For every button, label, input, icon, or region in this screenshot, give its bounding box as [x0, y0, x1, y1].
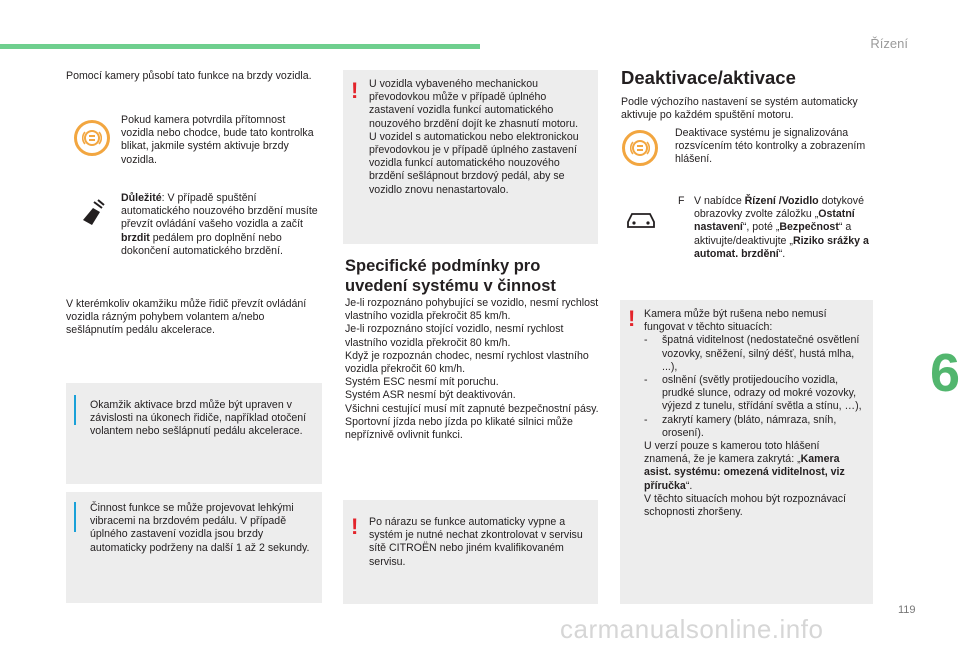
- menu-instructions: V nabídce Řízení /Vozidlo dotykové obrazovky zvolte záložku „Ostatní nastavení“, poté „Bezpečnost“ a aktivujte/deaktivujte „Riziko srážky a automat. brzdění“.: [694, 195, 869, 260]
- warning-marker-icon: !: [628, 306, 636, 331]
- intro-paragraph: Pomocí kamery působí tato funkce na brzdy vozidla.: [66, 70, 312, 82]
- conditions-paragraph: Je-li rozpoznáno pohybující se vozidlo, nesmí rychlost vlastního vozidla překročit 85 km/h. Je-li rozpoznáno stojící vozidlo, nesmí rychlost vlastního vozidla překročit 80 km/h. Když je rozpoznán chodec, nesmí rychlost vlastního vozidla překročit 60 km/h. Systém ESC nesmí mít poruchu. Systém ASR nesmí být deaktivován. Všichni cestující musí mít zapnuté bezpečnostní pásy. Sportovní jízda nebo jízda po klikaté silnici může nepříznivě ovlivnit funkci.: [345, 297, 599, 442]
- section-header: Řízení: [870, 36, 908, 51]
- warning-box-camera: [620, 300, 873, 604]
- warning-box-text: U vozidla vybaveného mechanickou převodovkou může v případě úplného zastavení vozidla funkcí automatického nouzového brzdění dojít ke zhasnutí motoru. U vozidel s automatickou nebo elektronickou převodovkou je v případě úplného zastavení vozidla funkcí automatického nouzového brzdění sešlápnout brzdový pedál, aby se vozidlo znovu nenastartovalo.: [369, 78, 579, 196]
- warning-marker-icon: !: [351, 78, 359, 103]
- info-box-text: Činnost funkce se může projevovat lehkými vibracemi na brzdovém pedálu. V případě úplného zastavení vozidla jsou brzdy automaticky podrženy na další 1 až 2 sekundy.: [90, 502, 310, 554]
- chapter-number: 6: [930, 343, 960, 403]
- warning-box-content: [644, 308, 866, 519]
- hand-icon: [80, 198, 106, 233]
- info-marker-icon: [74, 502, 80, 532]
- info-box-text: Okamžik aktivace brzd může být upraven v závislosti na úkonech řidiče, například otočení volantem nebo sešlápnutí pedálu akcelerace.: [90, 399, 307, 438]
- info-marker-icon: [74, 395, 80, 425]
- deactivation-intro: Podle výchozího nastavení se systém automaticky aktivuje po každém spuštění motoru.: [621, 96, 858, 122]
- camera-message-note: U verzí pouze s kamerou toto hlášení znamená, že je kamera zakrytá: „Kamera asist. systému: omezená viditelnost, viz příručka“.: [644, 440, 845, 492]
- deactivation-lamp-text: Deaktivace systému je signalizována rozsvícením této kontrolky a zobrazením hlášení.: [675, 127, 866, 166]
- warning-marker-icon: !: [351, 514, 359, 539]
- warning-box-gearbox: [343, 70, 598, 244]
- driver-override-paragraph: V kterémkoliv okamžiku může řidič převzít ovládání vozidla rázným pohybem volantem a/nebo sešlápnutím pedálu akcelerace.: [66, 298, 307, 337]
- list-item: - špatná viditelnost (nedostatečné osvětlení vozovky, sněžení, silný déšť, hustá mlha, ...),: [644, 334, 860, 373]
- lamp-description: Pokud kamera potvrdila přítomnost vozidla nebo chodce, bude tato kontrolka blikat, jakmile systém aktivuje brzdy vozidla.: [121, 114, 314, 166]
- camera-warning-intro: Kamera může být rušena nebo nemusí fungovat v těchto situacích:: [644, 308, 827, 334]
- brake-warning-icon: [622, 130, 658, 166]
- info-box-activation: [66, 383, 322, 484]
- section-color-bar: [0, 44, 480, 49]
- menu-step-bullet: F: [678, 195, 685, 207]
- brake-warning-icon: [74, 120, 110, 156]
- info-box-vibration: [66, 492, 322, 603]
- car-icon: [624, 208, 658, 235]
- warning-box-impact: [343, 500, 598, 604]
- list-item: - oslnění (světly protijedoucího vozidla, prudké slunce, odrazy od mokré vozovky, výjezd z tunelu, střídání světla a stínu, …),: [644, 374, 862, 413]
- conditions-heading: Specifické podmínky pro uvedení systému v činnost: [345, 257, 556, 295]
- important-note: Důležité: V případě spuštění automatického nouzového brzdění musíte převzít ovládání vašeho vozidla a začít brzdit pedálem pro doplnění nebo dokončení automatického brzdění.: [121, 192, 318, 257]
- watermark: carmanualsonline.info: [560, 614, 824, 644]
- list-item: - zakrytí kamery (bláto, námraza, sníh, orosení).: [644, 413, 837, 439]
- deactivation-heading: Deaktivace/aktivace: [621, 67, 796, 88]
- page-number: 119: [898, 604, 916, 616]
- camera-warning-conclusion: V těchto situacích mohou být rozpoznávací schopnosti zhoršeny.: [644, 492, 846, 519]
- warning-box-text: Po nárazu se funkce automaticky vypne a systém je nutné nechat zkontrolovat v servisu sítě CITROËN nebo jiném kvalifikovaném servisu.: [369, 516, 583, 568]
